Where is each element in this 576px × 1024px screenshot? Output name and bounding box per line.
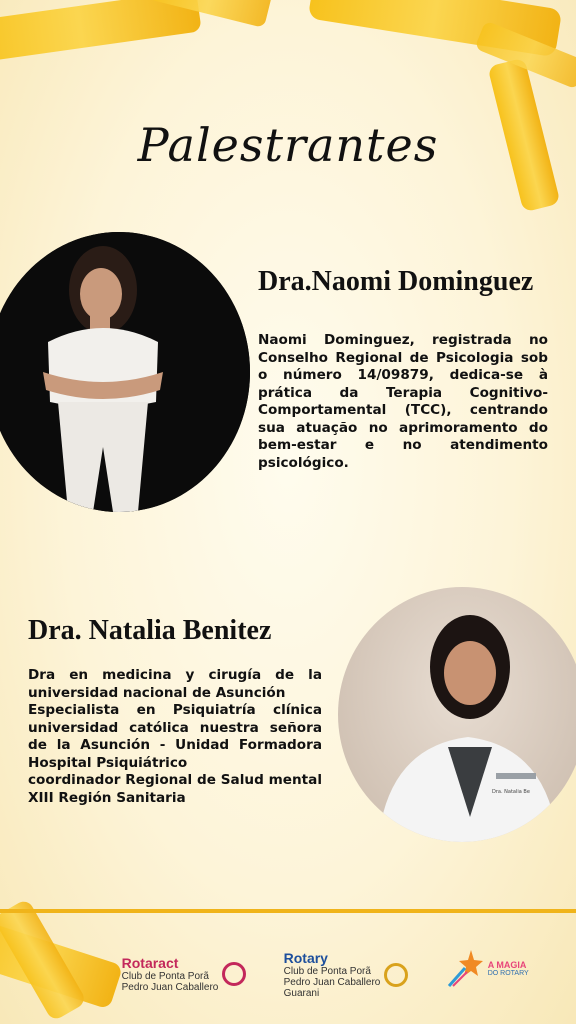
logo-title: A MAGIA bbox=[487, 959, 527, 970]
logo-subtitle: Guarani bbox=[283, 988, 320, 999]
footer-divider bbox=[0, 909, 576, 913]
speaker-bio: Naomi Dominguez, registrada no Conselho Regional de Psicologia sob o número 14/09879, dedica-se à prática da Terapia Cognitivo-Comportamental (TCC), centrando sua atuação no aprimoramento do bem-estar e no atendimento psicológico. bbox=[258, 332, 548, 471]
speaker-photo-natalia bbox=[338, 587, 576, 842]
rotary-wheel-icon bbox=[384, 963, 408, 987]
speaker-photo-illustration bbox=[0, 232, 250, 512]
bio-line: Dra en medicina y cirugía de la universidad nacional de Asunción bbox=[28, 667, 322, 701]
logo-subtitle: Pedro Juan Caballero bbox=[121, 982, 219, 993]
logo-subtitle: Club de Ponta Porã bbox=[121, 971, 209, 982]
bio-line: Especialista en Psiquiatría clínica universidad católica nuestra señora de la Asunción - Unidad Formadora Hospital Psiquiátrico bbox=[28, 702, 322, 771]
bio-line: coordinador Regional de Salud mental XIII Región Sanitaria bbox=[28, 772, 322, 806]
star-icon bbox=[447, 948, 483, 988]
logo-subtitle: Pedro Juan Caballero bbox=[283, 977, 381, 988]
logo-subtitle: DO ROTARY bbox=[487, 969, 529, 977]
speaker-bio bbox=[28, 667, 322, 807]
speaker-name: Dra.Naomi Dominguez bbox=[258, 266, 534, 297]
logo-subtitle: Club de Ponta Porã bbox=[283, 966, 371, 977]
ribbon-decoration bbox=[0, 0, 202, 64]
speaker-photo-illustration bbox=[338, 587, 576, 842]
logo-title: Rotary bbox=[283, 950, 328, 966]
speaker-photo-naomi bbox=[0, 232, 250, 512]
rotary-logo bbox=[278, 950, 414, 999]
page-title: Palestrantes bbox=[137, 118, 439, 172]
rotaract-logo bbox=[110, 955, 258, 993]
magia-rotary-logo bbox=[438, 948, 538, 988]
logo-title: Rotaract bbox=[121, 955, 179, 971]
rotary-wheel-icon bbox=[222, 962, 246, 986]
coat-label: Dra. Natalia Be bbox=[492, 789, 530, 795]
speaker-name: Dra. Natalia Benitez bbox=[28, 615, 272, 646]
